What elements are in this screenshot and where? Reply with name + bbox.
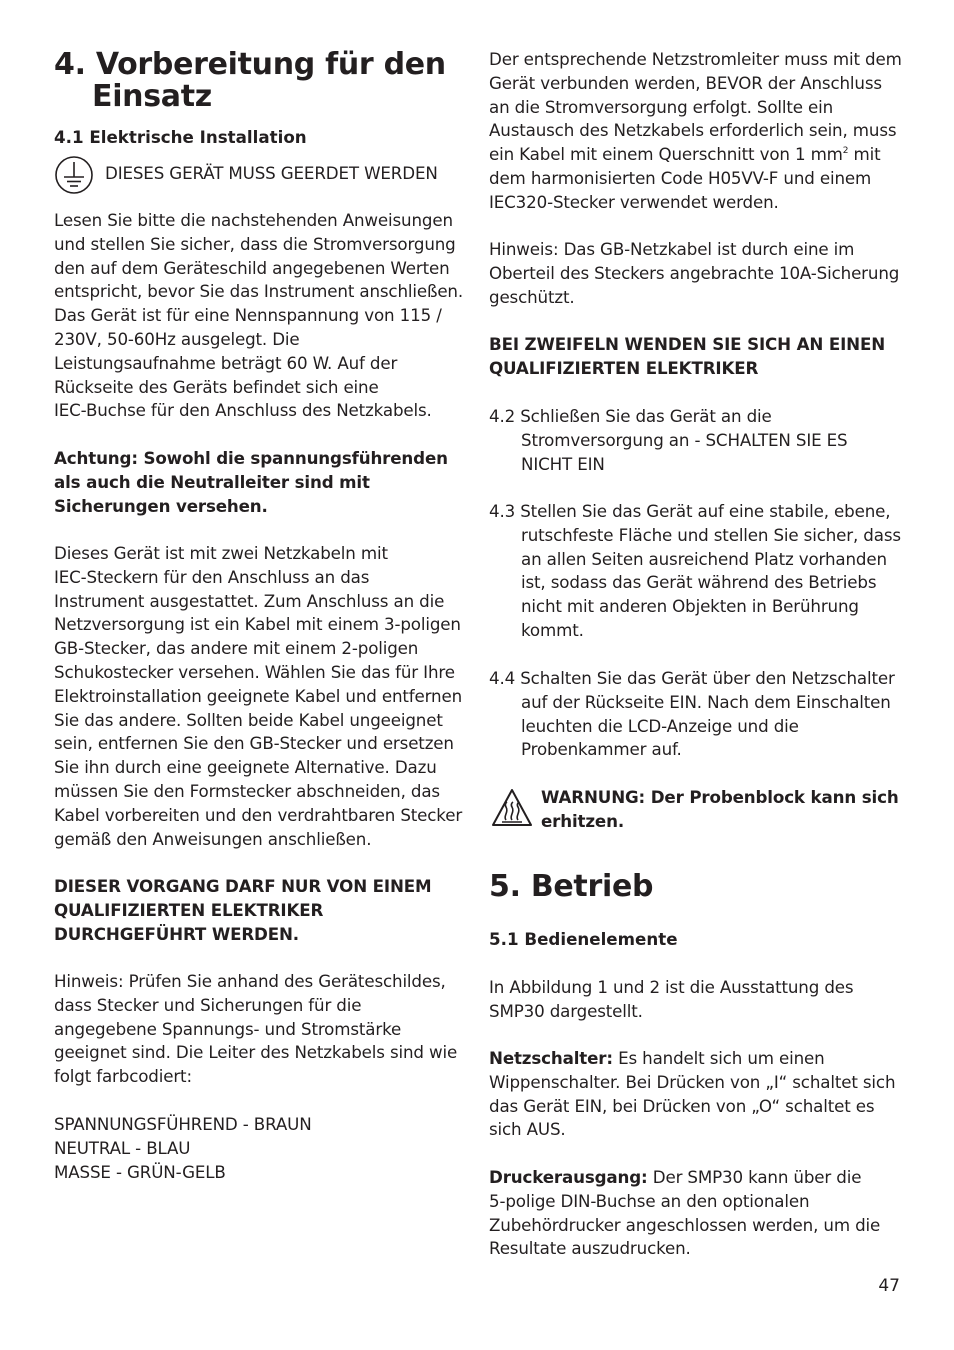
paragraph-hinweis-colors: [54, 970, 457, 1089]
text-line: dass Stecker und Sicherungen für die: [54, 994, 362, 1015]
step-4-2: [489, 405, 847, 476]
text-line: Dieses Gerät ist mit zwei Netzkabeln mit: [54, 543, 388, 563]
text-line: 4.3 Stellen Sie das Gerät auf eine stabile, ebene,: [489, 501, 891, 521]
text-line: angegebene Spannungs- und Stromstärke: [54, 1018, 402, 1039]
text-line: Leistungsaufnahme beträgt 60 W. Auf der: [54, 352, 398, 373]
text-span: ein Kabel mit einem Querschnitt von 1 mm: [489, 144, 843, 165]
paragraph-fuse-note: [489, 238, 899, 309]
text-line: gemäß den Anweisungen anschließen.: [54, 828, 372, 849]
attention-note: [54, 447, 448, 518]
text-line: IEC-Buchse für den Anschluss des Netzkabels.: [54, 400, 432, 421]
text-line: Achtung: Sowohl die spannungsführenden: [54, 448, 448, 468]
printer-output-label: Druckerausgang:: [489, 1167, 648, 1187]
paragraph-figures: [489, 976, 853, 1024]
text-line: als auch die Neutralleiter sind mit: [54, 471, 370, 492]
text-line: WARNUNG: Der Probenblock kann sich: [541, 787, 899, 807]
text-line: geeignet sind. Die Leiter des Netzkabels sind wie: [54, 1042, 458, 1063]
text-line: [489, 143, 902, 167]
text-line: an die Stromversorgung erfolgt. Sollte ein: [489, 96, 834, 117]
text-line: DURCHGEFÜHRT WERDEN.: [54, 923, 299, 944]
paragraph-intro: [54, 209, 463, 423]
text-line: [489, 1166, 880, 1190]
superscript: 2: [842, 146, 849, 157]
text-line: SMP30 dargestellt.: [489, 1000, 643, 1021]
text-line: IEC-Steckern für den Anschluss an das: [54, 566, 370, 587]
text-line: Elektroinstallation geeignete Kabel und entfernen: [54, 685, 463, 706]
electrician-warning: [54, 875, 432, 946]
section-4-title-line2: Einsatz: [92, 79, 212, 114]
wire-color-item: NEUTRAL - BLAU: [54, 1137, 191, 1158]
step-4-3: [489, 500, 901, 643]
text-line: Kabel vorbereiten und den verdrahtbaren Stecker: [54, 804, 463, 825]
text-line: BEI ZWEIFELN WENDEN SIE SICH AN EINEN: [489, 334, 886, 354]
text-line: Instrument ausgestattet. Zum Anschluss an die: [54, 590, 445, 611]
text-line: entspricht, bevor Sie das Instrument anschließen.: [54, 281, 464, 302]
text-line: GB-Stecker, das andere mit einem 2-poligen: [54, 638, 419, 659]
text-line: Gerät verbunden werden, BEVOR der Anschluss: [489, 72, 882, 93]
text-span: mit: [848, 144, 881, 165]
hot-surface-warning-icon: [491, 788, 533, 828]
text-line: Sie das andere. Sollten beide Kabel ungeeignet: [54, 709, 443, 730]
page-number: 47: [878, 1276, 900, 1296]
text-line: das Gerät EIN, bei Drücken von „O“ schaltet es: [489, 1095, 875, 1116]
hot-block-warning: [541, 786, 899, 834]
ground-icon: [54, 155, 94, 195]
text-line: und stellen Sie sicher, dass die Stromversorgung: [54, 233, 456, 254]
text-line: rutschfeste Fläche und stellen Sie sicher, dass: [521, 524, 901, 545]
text-line: Stromversorgung an - SCHALTEN SIE ES: [521, 429, 848, 450]
text-line: Wippenschalter. Bei Drücken von „I“ schaltet sich: [489, 1071, 896, 1092]
text-line: kommt.: [521, 619, 584, 640]
text-line: geschützt.: [489, 286, 575, 307]
text-line: Hinweis: Prüfen Sie anhand des Geräteschildes,: [54, 971, 446, 991]
text-line: 4.4 Schalten Sie das Gerät über den Netzschalter: [489, 668, 895, 688]
paragraph-cables: [54, 542, 462, 851]
text-line: 5-polige DIN-Buchse an den optionalen: [489, 1190, 810, 1211]
text-line: Rückseite des Geräts befindet sich eine: [54, 376, 379, 397]
step-4-4: [489, 667, 895, 762]
text-line: Netzversorgung ist ein Kabel mit einem 3-poligen: [54, 614, 461, 635]
text-line: QUALIFIZIERTEN ELEKTRIKER: [489, 357, 759, 378]
text-line: [489, 1047, 895, 1071]
text-line: NICHT EIN: [521, 453, 605, 474]
text-span: Es handelt sich um einen: [612, 1048, 825, 1068]
text-line: müssen Sie den Formstecker abschneiden, das: [54, 780, 440, 801]
text-line: Sicherungen versehen.: [54, 495, 268, 516]
text-line: 230V, 50-60Hz ausgelegt. Die: [54, 328, 300, 349]
text-line: leuchten die LCD-Anzeige und die: [521, 715, 799, 736]
text-span: Der SMP30 kann über die: [647, 1167, 862, 1187]
text-line: Der entsprechende Netzstromleiter muss mit dem: [489, 49, 902, 69]
text-line: In Abbildung 1 und 2 ist die Ausstattung des: [489, 977, 854, 997]
text-line: Oberteil des Steckers angebrachte 10A-Sicherung: [489, 262, 900, 283]
text-line: IEC320-Stecker verwendet werden.: [489, 191, 779, 212]
printer-output-description: [489, 1166, 880, 1261]
section-5-title: 5. Betrieb: [489, 869, 654, 904]
text-line: Sie ihn durch eine geeignete Alternative. Dazu: [54, 757, 437, 778]
subsection-5-1-title: 5.1 Bedienelemente: [489, 929, 678, 949]
text-line: Lesen Sie bitte die nachstehenden Anweisungen: [54, 210, 453, 230]
text-line: Austausch des Netzkabels erforderlich sein, muss: [489, 120, 897, 141]
power-switch-description: [489, 1047, 895, 1142]
wire-color-item: MASSE - GRÜN-GELB: [54, 1161, 226, 1182]
wire-color-item: SPANNUNGSFÜHREND - BRAUN: [54, 1114, 312, 1134]
text-line: auf der Rückseite EIN. Nach dem Einschalten: [521, 691, 891, 712]
text-line: Zubehördrucker angeschlossen werden, um die: [489, 1214, 881, 1235]
doubt-warning: [489, 333, 885, 381]
text-line: Das Gerät ist für eine Nennspannung von 115 /: [54, 305, 442, 326]
text-line: erhitzen.: [541, 810, 625, 831]
text-line: ist, sodass das Gerät während des Betriebs: [521, 572, 877, 593]
section-4-title: [54, 49, 446, 113]
paragraph-power-cord: [489, 48, 902, 215]
text-line: sein, entfernen Sie den GB-Stecker und ersetzen: [54, 733, 454, 754]
ground-warning-text: DIESES GERÄT MUSS GEERDET WERDEN: [105, 163, 438, 183]
text-line: Schukostecker versehen. Wählen Sie das für Ihre: [54, 661, 455, 682]
text-line: QUALIFIZIERTEN ELEKTRIKER: [54, 899, 324, 920]
text-line: Hinweis: Das GB-Netzkabel ist durch eine im: [489, 239, 855, 259]
text-line: 4.2 Schließen Sie das Gerät an die: [489, 406, 772, 426]
text-line: DIESER VORGANG DARF NUR VON EINEM: [54, 876, 432, 896]
text-line: an allen Seiten ausreichend Platz vorhanden: [521, 548, 887, 569]
subsection-4-1-title: 4.1 Elektrische Installation: [54, 127, 307, 147]
text-line: folgt farbcodiert:: [54, 1066, 192, 1087]
text-line: Probenkammer auf.: [521, 739, 682, 760]
text-line: Resultate auszudrucken.: [489, 1238, 691, 1259]
wire-color-list: [54, 1113, 312, 1184]
section-4-title-line1: 4. Vorbereitung für den: [54, 47, 446, 82]
text-line: den auf dem Geräteschild angegebenen Werten: [54, 257, 450, 278]
text-line: nicht mit anderen Objekten in Berührung: [521, 596, 859, 617]
text-line: dem harmonisierten Code H05VV-F und einem: [489, 167, 872, 188]
power-switch-label: Netzschalter:: [489, 1048, 613, 1068]
text-line: sich AUS.: [489, 1119, 566, 1140]
